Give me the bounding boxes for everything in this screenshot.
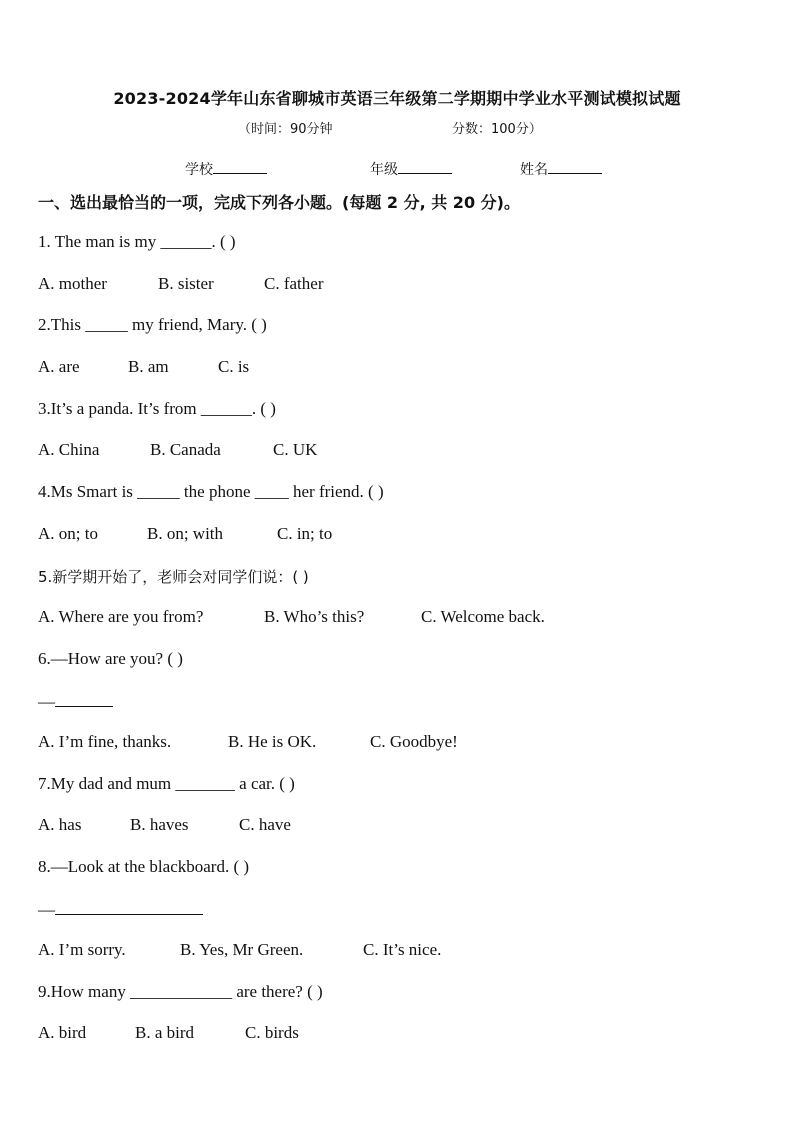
answer-blank: [55, 898, 203, 915]
option-b: B. am: [128, 357, 169, 376]
option-b: B. Who’s this?: [264, 607, 365, 626]
question-3-stem: 3.It’s a panda. It’s from ______. ( ): [38, 399, 276, 418]
option-b: B. He is OK.: [228, 732, 317, 751]
school-field: [185, 159, 267, 179]
option-c: C. in; to: [277, 524, 333, 543]
question-1-stem: 1. The man is my ______. ( ): [38, 232, 236, 251]
name-label: 姓名: [520, 162, 548, 178]
option-a: A. I’m fine, thanks.: [38, 732, 172, 751]
answer-blank: [55, 690, 113, 707]
option-b: B. Canada: [150, 440, 221, 459]
option-a: A. China: [38, 440, 100, 459]
option-c: C. is: [218, 357, 250, 376]
question-9-stem: 9.How many ____________ are there? ( ): [38, 982, 323, 1001]
name-field: [520, 159, 602, 179]
question-9-options: [38, 1023, 299, 1043]
question-2-stem: 2.This _____ my friend, Mary. ( ): [38, 315, 267, 334]
question-6-options: [38, 732, 458, 752]
option-b: B. on; with: [147, 524, 224, 543]
option-a: A. mother: [38, 274, 107, 293]
option-a: A. Where are you from?: [38, 607, 204, 626]
grade-blank: [398, 159, 452, 174]
section-heading: 一、选出最恰当的一项，完成下列各小题。(每题 2 分, 共 20 分)。: [38, 193, 520, 212]
option-b: B. Yes, Mr Green.: [180, 940, 304, 959]
option-a: A. are: [38, 357, 80, 376]
option-c: C. Goodbye!: [370, 732, 458, 751]
question-5-stem: 5.新学期开始了，老师会对同学们说：( ): [38, 568, 309, 586]
option-c: C. father: [264, 274, 324, 293]
grade-field: [370, 159, 452, 179]
exam-time: （时间：90分钟: [238, 122, 333, 137]
option-b: B. a bird: [135, 1023, 195, 1042]
option-c: C. UK: [273, 440, 318, 459]
name-blank: [548, 159, 602, 174]
school-label: 学校: [185, 162, 213, 178]
question-1-options: [38, 274, 323, 294]
question-6-answer-line: [38, 690, 113, 712]
exam-score: 分数：100分）: [452, 122, 542, 137]
option-b: B. haves: [130, 815, 189, 834]
option-a: A. bird: [38, 1023, 87, 1042]
answer-dash: —: [38, 692, 55, 711]
question-6-stem: 6.—How are you? ( ): [38, 649, 183, 668]
option-b: B. sister: [158, 274, 214, 293]
question-7-options: [38, 815, 291, 835]
option-c: C. It’s nice.: [363, 940, 442, 959]
grade-label: 年级: [370, 162, 398, 178]
option-c: C. birds: [245, 1023, 299, 1042]
question-4-stem: 4.Ms Smart is _____ the phone ____ her friend. ( ): [38, 482, 384, 501]
question-7-stem: 7.My dad and mum _______ a car. ( ): [38, 774, 295, 793]
question-8-answer-line: [38, 898, 203, 920]
option-c: C. Welcome back.: [421, 607, 545, 626]
question-8-options: [38, 940, 441, 960]
option-a: A. I’m sorry.: [38, 940, 126, 959]
question-8-stem: 8.—Look at the blackboard. ( ): [38, 857, 250, 876]
answer-dash: —: [38, 900, 55, 919]
question-2-options: [38, 357, 249, 377]
option-a: A. has: [38, 815, 82, 834]
option-c: C. have: [239, 815, 291, 834]
question-3-options: [38, 440, 317, 460]
school-blank: [213, 159, 267, 174]
question-5-options: [38, 607, 545, 627]
question-4-options: [38, 524, 332, 544]
exam-title: 2023-2024学年山东省聊城市英语三年级第二学期期中学业水平测试模拟试题: [113, 89, 681, 108]
option-a: A. on; to: [38, 524, 98, 543]
